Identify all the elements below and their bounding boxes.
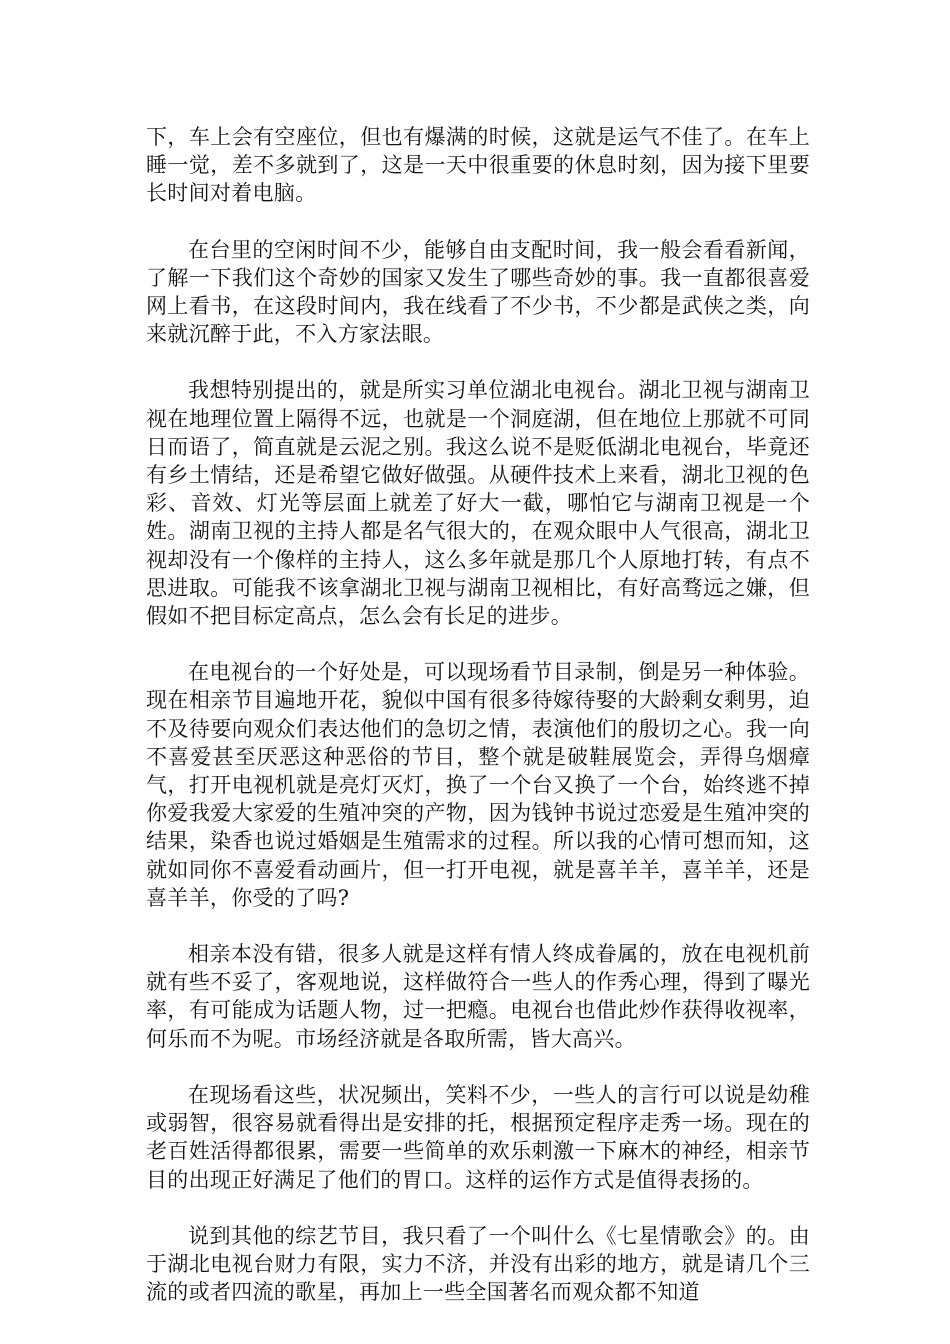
paragraph-3: 我想特别提出的，就是所实习单位湖北电视台。湖北卫视与湖南卫视在地理位置上隔得不远，也就是一个洞庭湖，但在地位上那就不可同日而语了，简直就是云泥之别。我这么说不是贬低湖北电视台，毕竟还有乡土情结，还是希望它做好做强。从硬件技术上来看，湖北卫视的色彩、音效、灯光等层面上就差了好大一截，哪怕它与湖南卫视是一个姓。湖南卫视的主持人都是名气很大的，在观众眼中人气很高，湖北卫视却没有一个像样的主持人，这么多年就是那几个人原地打转，有点不思进取。可能我不该拿湖北卫视与湖南卫视相比，有好高骛远之嫌，但假如不把目标定高点，怎么会有长足的进步。 [146,378,810,629]
document-body [146,123,810,1334]
paragraph-2: 在台里的空闲时间不少，能够自由支配时间，我一般会看看新闻，了解一下我们这个奇妙的国家又发生了哪些奇妙的事。我一直都很喜爱网上看书，在这段时间内，我在线看了不少书，不少都是武侠之类，向来就沉醉于此，不入方家法眼。 [146,237,810,347]
paragraph-7: 说到其他的综艺节目，我只看了一个叫什么《七星情歌会》的。由于湖北电视台财力有限，实力不济，并没有出彩的地方，就是请几个三流的或者四流的歌星，再加上一些全国著名而观众都不知道 [146,1223,810,1305]
paragraph-1: 下，车上会有空座位，但也有爆满的时候，这就是运气不佳了。在车上睡一觉，差不多就到了，这是一天中很重要的休息时刻，因为接下里要长时间对着电脑。 [146,125,810,206]
paragraph-5: 相亲本没有错，很多人就是这样有情人终成眷属的，放在电视机前就有些不妥了，客观地说，这样做符合一些人的作秀心理，得到了曝光率，有可能成为话题人物，过一把瘾。电视台也借此炒作获得收视率，何乐而不为呢。市场经济就是各取所需，皆大高兴。 [146,942,810,1051]
paragraph-4: 在电视台的一个好处是，可以现场看节目录制，倒是另一种体验。现在相亲节目遍地开花，貌似中国有很多待嫁待娶的大龄剩女剩男，迫不及待要向观众们表达他们的急切之情，表演他们的殷切之心。我一向不喜爱甚至厌恶这种恶俗的节目，整个就是破鞋展览会，弄得乌烟瘴气，打开电视机就是亮灯灭灯，换了一个台又换了一个台，始终逃不掉你爱我爱大家爱的生殖冲突的产物，因为钱钟书说过恋爱是生殖冲突的结果，染香也说过婚姻是生殖需求的过程。所以我的心情可想而知，这就如同你不喜爱看动画片，但一打开电视，就是喜羊羊，喜羊羊，还是喜羊羊，你受的了吗? [146,660,810,910]
paragraph-6: 在现场看这些，状况频出，笑料不少，一些人的言行可以说是幼稚或弱智，很容易就看得出是安排的托，根据预定程序走秀一场。现在的老百姓活得都很累，需要一些简单的欢乐刺激一下麻木的神经，相亲节目的出现正好满足了他们的胃口。这样的运作方式是值得表扬的。 [146,1082,810,1192]
